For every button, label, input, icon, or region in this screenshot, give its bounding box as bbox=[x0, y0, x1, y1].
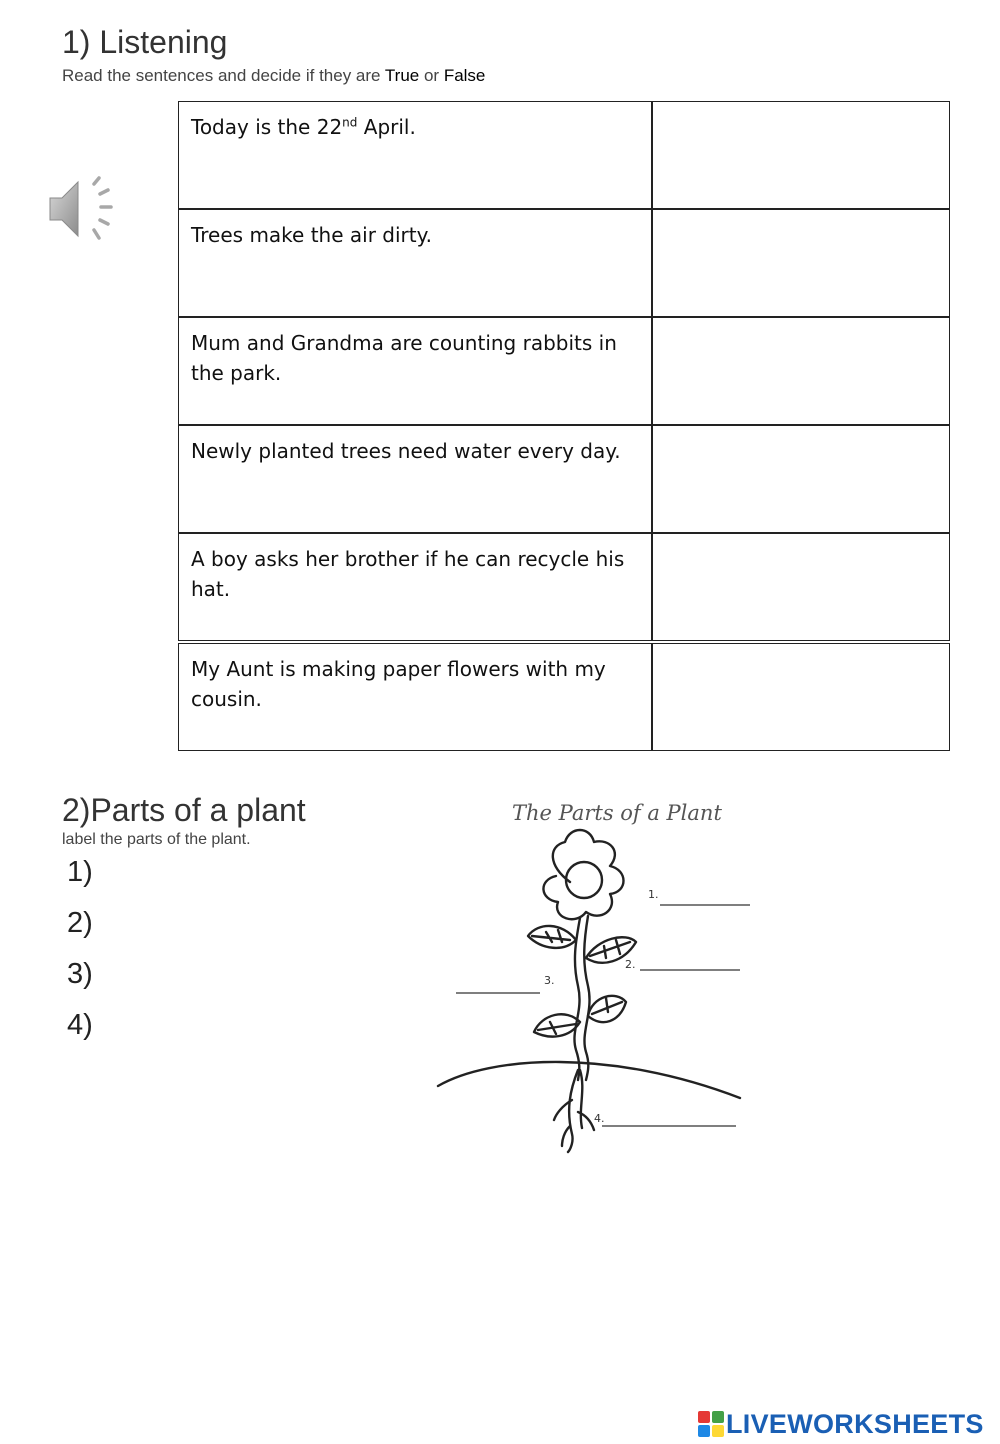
section1-instruction bbox=[62, 66, 485, 86]
plant-figure-title: The Parts of a Plant bbox=[512, 801, 722, 825]
figure-label-3: 3. bbox=[544, 974, 555, 987]
answer-box-1[interactable] bbox=[652, 101, 950, 209]
answer-box-6[interactable] bbox=[652, 643, 950, 751]
sentence-cell-5 bbox=[178, 533, 652, 641]
label-item-1: 1) bbox=[67, 856, 93, 888]
sentence-cell-1 bbox=[178, 101, 652, 209]
sentence-text: A boy asks her brother if he can recycle his hat. bbox=[191, 547, 625, 601]
sentence-text: My Aunt is making paper flowers with my cousin. bbox=[191, 657, 606, 711]
answer-box-4[interactable] bbox=[652, 425, 950, 533]
sentence-text: Newly planted trees need water every day. bbox=[191, 439, 621, 463]
figure-label-1: 1. bbox=[648, 888, 659, 901]
or-word: or bbox=[419, 66, 444, 85]
answer-box-5[interactable] bbox=[652, 533, 950, 641]
sentence-text: Today is the 22 bbox=[191, 115, 343, 139]
label-item-4: 4) bbox=[67, 1009, 93, 1041]
sentence-superscript: nd bbox=[342, 115, 358, 130]
answer-box-2[interactable] bbox=[652, 209, 950, 317]
plant-diagram bbox=[430, 790, 760, 1160]
sentence-text: Mum and Grandma are counting rabbits in the park. bbox=[191, 331, 617, 385]
liveworksheets-logo bbox=[698, 1404, 984, 1444]
speaker-icon[interactable] bbox=[44, 172, 122, 246]
sentence-cell-3 bbox=[178, 317, 652, 425]
sentence-text: Trees make the air dirty. bbox=[191, 223, 432, 247]
figure-label-4: 4. bbox=[594, 1112, 605, 1125]
logo-mark-icon bbox=[698, 1411, 724, 1437]
section2-title: 2)Parts of a plant bbox=[62, 792, 306, 828]
label-item-3: 3) bbox=[67, 958, 93, 990]
instruction-prefix: Read the sentences and decide if they are bbox=[62, 66, 385, 85]
figure-label-2: 2. bbox=[625, 958, 636, 971]
flower-icon bbox=[438, 830, 740, 1152]
logo-text: LIVEWORKSHEETS bbox=[726, 1408, 984, 1439]
sentence-text-end: April. bbox=[357, 115, 416, 139]
answer-box-3[interactable] bbox=[652, 317, 950, 425]
sentence-cell-4 bbox=[178, 425, 652, 533]
sentence-cell-6 bbox=[178, 643, 652, 751]
label-item-2: 2) bbox=[67, 907, 93, 939]
section1-title: 1) Listening bbox=[62, 24, 228, 60]
sentence-cell-2 bbox=[178, 209, 652, 317]
true-false-table bbox=[178, 101, 950, 751]
true-word: True bbox=[384, 66, 420, 85]
section2-instruction: label the parts of the plant. bbox=[62, 831, 251, 848]
false-word: False bbox=[443, 66, 486, 85]
